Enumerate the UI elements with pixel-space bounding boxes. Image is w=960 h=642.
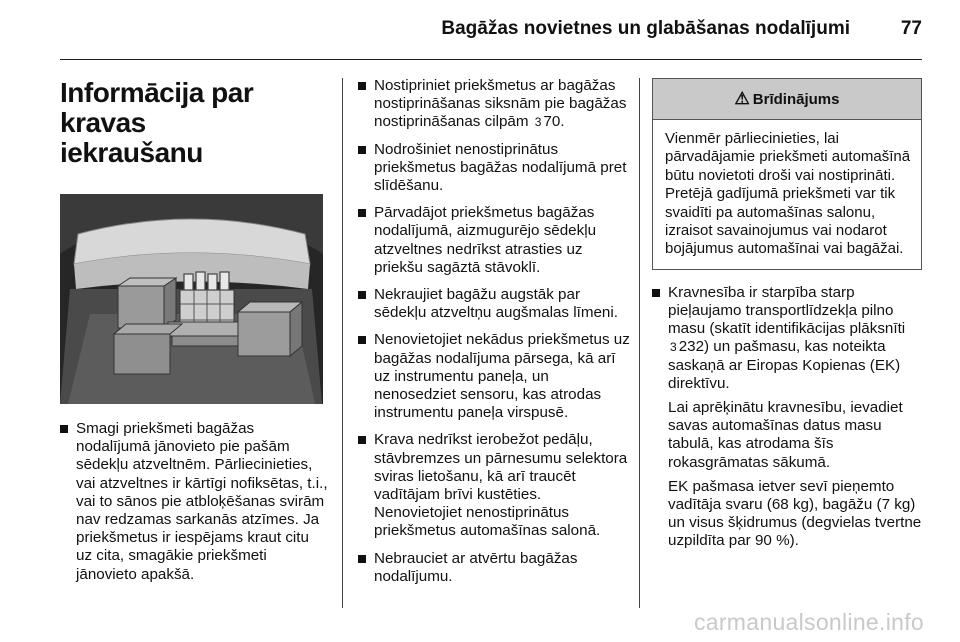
warning-header xyxy=(653,79,921,120)
middle-bullet-list xyxy=(358,77,630,586)
column-divider xyxy=(639,78,640,608)
section-title xyxy=(60,78,328,168)
header-title: Bagāžas novietnes un glabāšanas nodalījumi xyxy=(441,18,850,39)
list-item-text: Nostipriniet priekšmetus ar bagāžas nostiprināšanas siksnām pie bagāžas nostiprināšanas cilpām xyxy=(374,77,627,131)
page-number: 77 xyxy=(900,18,922,39)
header-rule xyxy=(60,59,922,60)
list-item: Pārvadājot priekšmetus bagāžas nodalījumā, aizmugurējo sēdekļu atzveltnes nedrīkst atrasties uz priekšu sagāztā stāvoklī. xyxy=(358,204,630,277)
warning-box xyxy=(652,78,922,270)
warning-text: Vienmēr pārliecinieties, lai pārvadājamie priekšmeti automašīnā būtu novietoti droši vai nostiprināti. Pretējā gadījumā priekšmeti var tik svaidīti pa automašīnas salonu, izraisot savainojumus vai nodarot bojājumus automašīnai vai bagāžai. xyxy=(665,130,911,258)
list-item xyxy=(358,77,630,132)
page-header xyxy=(0,0,960,60)
section-title-line2: iekraušanu xyxy=(60,137,203,168)
list-item xyxy=(652,284,922,551)
column-divider xyxy=(342,78,343,608)
watermark: carmanualsonline.info xyxy=(693,609,924,635)
section-title-line1: Informācija par kravas xyxy=(60,77,254,138)
warning-title: Brīdinājums xyxy=(752,90,840,108)
column-middle xyxy=(358,77,630,595)
paragraph: Lai aprēķinātu kravnesību, ievadiet savas automašīnas datus masu tabulā, kas atrodama šīs rokasgrāmatas sākumā. xyxy=(668,399,903,471)
trunk-loading-illustration xyxy=(60,194,323,404)
page-ref: 70. xyxy=(543,113,565,131)
right-bullet-list xyxy=(652,284,922,551)
column-left xyxy=(60,78,328,593)
warning-triangle-icon: ⚠ xyxy=(734,89,750,108)
list-item-text: Kravnesība ir starpība starp pieļaujamo transportlīdzekļa pilno masu (skatīt identifikācijas plāksnīti xyxy=(668,283,906,338)
column-right xyxy=(652,78,922,560)
left-bullet-list xyxy=(60,420,328,584)
page-ref-icon: 3 xyxy=(534,115,542,130)
page-ref-icon: 3 xyxy=(670,340,677,355)
list-item: Nekraujiet bagāžu augstāk par sēdekļu atzveltņu augšmalas līmeni. xyxy=(358,286,630,322)
list-item: Nebrauciet ar atvērtu bagāžas nodalījumu. xyxy=(358,550,630,586)
list-item: Krava nedrīkst ierobežot pedāļu, stāvbremzes un pārnesumu selektora sviras lietošanu, kā arī traucēt vadītājam brīvi kustēties. Nenovietojiet nenostiprinātus priekšmetus automašīnas salonā. xyxy=(358,431,630,540)
paragraph: EK pašmasa ietver sevī pieņemto vadītāja svaru (68 kg), bagāžu (7 kg) un visus šķidrumus (degvielas tvertne uzpildīta par 90 %). xyxy=(668,477,922,550)
list-item: Smagi priekšmeti bagāžas nodalījumā jānovieto pie pašām sēdekļu atzveltnēm. Pārliecinieties, vai atzveltnes ir kārtīgi nofiksētas, t.i., vai to sānos pie atbloķēšanas svirām nav redzamas sarkanās atzīmes. Ja priekšmetus ir iespējams kraut citu uz cita, smagākie priekšmeti jānovieto apakšā. xyxy=(60,420,328,584)
list-item: Nenovietojiet nekādus priekšmetus uz bagāžas nodalījuma pārsega, kā arī uz instrumentu paneļa, un nenosedziet sensoru, kas atrodas instrumentu paneļa virspusē. xyxy=(358,331,630,422)
trunk-illustration-svg xyxy=(60,194,323,404)
page-ref-text: 232) un pašmasu, kas noteikta saskaņā ar Eiropas Kopienas (EK) direktīvu. xyxy=(668,338,901,392)
list-item: Nodrošiniet nenostiprinātus priekšmetus bagāžas nodalījumā pret slīdēšanu. xyxy=(358,141,630,196)
